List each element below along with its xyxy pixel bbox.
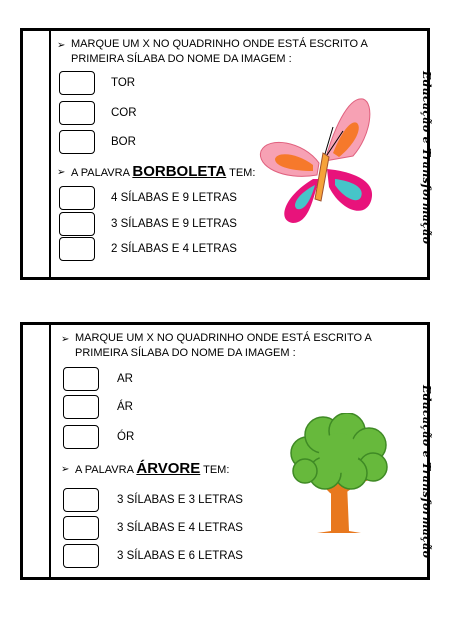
answer-checkbox-3[interactable]	[63, 544, 99, 568]
answer-checkbox-1[interactable]	[63, 488, 99, 512]
answer-checkbox-2[interactable]	[59, 212, 95, 236]
highlighted-word: BORBOLETA	[132, 163, 227, 180]
syllable-option-3: BOR	[111, 136, 136, 148]
syllable-option-2: ÁR	[117, 401, 133, 413]
syllable-checkbox-1[interactable]	[59, 71, 95, 95]
syllable-checkbox-1[interactable]	[63, 367, 99, 391]
watermark-text: Educação e Transformação	[420, 385, 433, 559]
syllable-option-1: TOR	[111, 77, 136, 89]
answer-option-3: 3 SÍLABAS E 6 LETRAS	[117, 550, 243, 562]
question-text: A PALAVRA BORBOLETA TEM:	[71, 163, 256, 180]
butterfly-icon	[253, 91, 383, 231]
syllable-checkbox-3[interactable]	[63, 425, 99, 449]
activity-card-2	[20, 322, 433, 580]
syllable-option-1: AR	[117, 373, 133, 385]
card-spine	[23, 325, 51, 577]
answer-option-2: 3 SÍLABAS E 4 LETRAS	[117, 522, 243, 534]
answer-checkbox-3[interactable]	[59, 237, 95, 261]
answer-option-1: 3 SÍLABAS E 3 LETRAS	[117, 494, 243, 506]
instruction-text: MARQUE UM X NO QUADRINHO ONDE ESTÁ ESCRITO A PRIMEIRA SÍLABA DO NOME DA IMAGEM :	[71, 38, 368, 65]
syllable-option-3: ÓR	[117, 431, 135, 443]
tree-icon	[285, 413, 395, 538]
activity-card-1	[20, 28, 433, 280]
syllable-checkbox-3[interactable]	[59, 130, 95, 154]
question-text: A PALAVRA ÁRVORE TEM:	[75, 460, 230, 477]
card-spine	[23, 31, 51, 277]
arrow-bullet-icon: ➢	[57, 40, 66, 51]
highlighted-word: ÁRVORE	[136, 460, 201, 477]
syllable-checkbox-2[interactable]	[63, 395, 99, 419]
answer-option-3: 2 SÍLABAS E 4 LETRAS	[111, 243, 237, 255]
answer-checkbox-2[interactable]	[63, 516, 99, 540]
syllable-checkbox-2[interactable]	[59, 101, 95, 125]
instruction-text: MARQUE UM X NO QUADRINHO ONDE ESTÁ ESCRITO A PRIMEIRA SÍLABA DO NOME DA IMAGEM :	[75, 332, 372, 359]
answer-checkbox-1[interactable]	[59, 186, 95, 210]
answer-option-1: 4 SÍLABAS E 9 LETRAS	[111, 192, 237, 204]
arrow-bullet-icon: ➢	[61, 464, 70, 475]
syllable-option-2: COR	[111, 107, 137, 119]
arrow-bullet-icon: ➢	[57, 167, 66, 178]
watermark-text: Educação e Transformação	[420, 71, 433, 245]
arrow-bullet-icon: ➢	[61, 334, 70, 345]
answer-option-2: 3 SÍLABAS E 9 LETRAS	[111, 218, 237, 230]
